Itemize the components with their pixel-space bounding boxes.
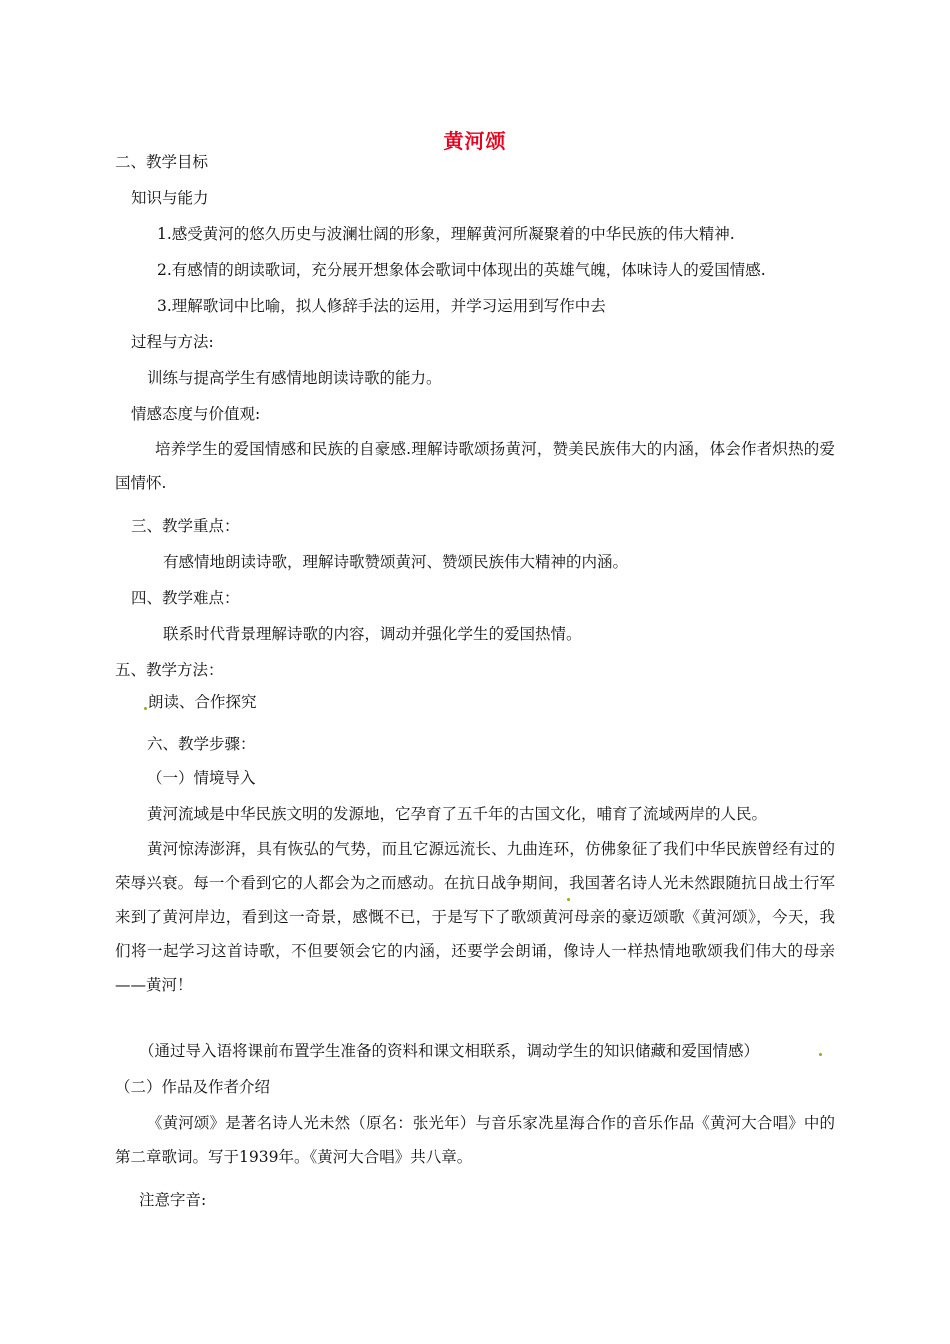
works-heading: （二）作品及作者介绍 [115, 1078, 271, 1096]
works-text: 《黄河颂》是著名诗人光未然（原名：张光年）与音乐家冼星海合作的音乐作品《黄河大合唱》中的第二章歌词。写于1939年。《黄河大合唱》共八章。 [115, 1114, 835, 1166]
intro-paragraph-2: 黄河惊涛澎湃，具有恢弘的气势，而且它源远流长、九曲连环，仿佛象征了我们中华民族曾经有过的荣辱兴衰。每一个看到它的人都会为之而感动。在抗日战争期间，我国著名诗人光未然跟随抗日战士行军来到了黄河岸边，看到这一奇景，感慨不已，于是写下了歌颂黄河母亲的豪迈颂歌《黄河颂》，今天，我们将一起学习这首诗歌，不但要领会它的内涵，还要学会朗诵，像诗人一样热情地歌颂我们伟大的母亲——黄河！ [115, 840, 835, 994]
intro-note: （通过导入语将课前布置学生准备的资料和课文相联系，调动学生的知识储藏和爱国情感） [139, 1042, 760, 1060]
knowledge-item-2: 2.有感情的朗读歌词，充分展开想象体会歌词中体现出的英雄气魄，体味诗人的爱国情感. [157, 261, 766, 279]
mark-dot [144, 707, 147, 710]
intro-paragraph-1: 黄河流域是中华民族文明的发源地，它孕育了五千年的古国文化，哺育了流域两岸的人民。 [147, 805, 768, 823]
knowledge-item-3: 3.理解歌词中比喻，拟人修辞手法的运用，并学习运用到写作中去 [157, 297, 606, 315]
mark-dot [819, 1053, 822, 1056]
mark-dot [567, 898, 570, 901]
key-text: 有感情地朗读诗歌，理解诗歌赞颂黄河、赞颂民族伟大精神的内涵。 [163, 553, 629, 571]
process-heading: 过程与方法: [131, 333, 214, 351]
difficulty-heading: 四、教学难点： [131, 589, 240, 607]
goals-heading: 二、教学目标 [115, 153, 209, 171]
emotion-text: 培养学生的爱国情感和民族的自豪感.理解诗歌颂扬黄河，赞美民族伟大的内涵，体会作者炽热的爱国情怀. [115, 440, 835, 492]
process-text: 训练与提高学生有感情地朗读诗歌的能力。 [147, 369, 442, 387]
difficulty-text: 联系时代背景理解诗歌的内容，调动并强化学生的爱国热情。 [163, 625, 582, 643]
intro-heading: （一）情境导入 [147, 769, 256, 787]
knowledge-heading: 知识与能力 [131, 189, 209, 207]
method-heading: 五、教学方法： [115, 661, 224, 679]
knowledge-item-1: 1.感受黄河的悠久历史与波澜壮阔的形象，理解黄河所凝聚着的中华民族的伟大精神. [157, 225, 735, 243]
steps-heading: 六、教学步骤： [147, 735, 256, 753]
emotion-heading: 情感态度与价值观: [131, 405, 261, 423]
document-title: 黄河颂 [443, 129, 507, 153]
method-text: 朗读、合作探究 [148, 693, 257, 711]
pronounce-heading: 注意字音: [139, 1191, 207, 1209]
key-heading: 三、教学重点： [131, 517, 240, 535]
